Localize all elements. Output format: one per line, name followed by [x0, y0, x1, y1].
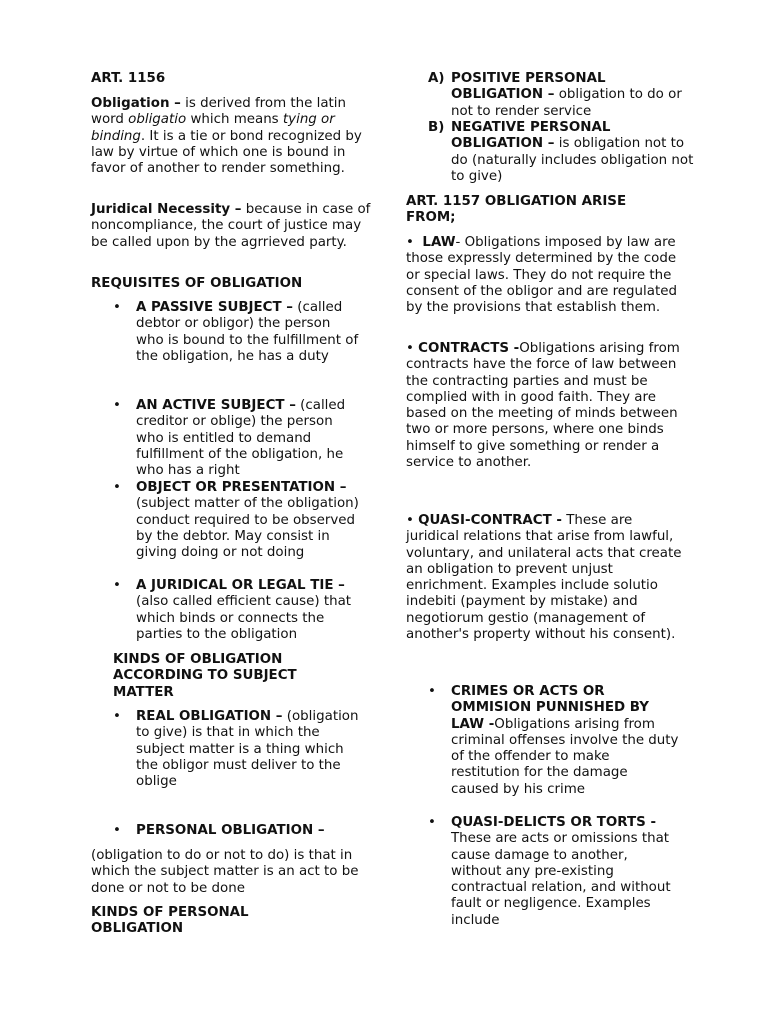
- personal-obligation-term: PERSONAL OBLIGATION –: [136, 823, 325, 838]
- personal-obligation-desc: (obligation to do or not to do) is that in which the subject matter is an act to be done or not to be done: [91, 848, 359, 896]
- obligation-text-2: which means: [186, 112, 283, 128]
- obligation-italic-2: tying or binding: [91, 112, 335, 144]
- bullet-icon: •: [113, 480, 121, 495]
- contracts-desc: Obligations arising from contracts have the force of law between the contracting parties and must be complied with in good faith. They are based on the meeting of minds between two or more persons, where one binds himself to give something or render a service to another.: [406, 341, 680, 471]
- requisite-term: A PASSIVE SUBJECT –: [136, 300, 293, 315]
- juridical-term: Juridical Necessity –: [91, 202, 242, 217]
- bullet-icon: •: [428, 684, 436, 699]
- obligation-text-3: . It is a tie or bond recognized by law by virtue of which one is bound in favor of another to render something.: [91, 128, 362, 177]
- real-obligation-term: REAL OBLIGATION –: [136, 709, 283, 724]
- requisite-text: [136, 480, 362, 561]
- quasi-contract-desc: These are juridical relations that arise from lawful, voluntary, and unilateral acts that create an obligation to prevent unjust enrichment. Examples include solutio indebiti (payment by mistake) and negotiorum gestio (management of another's property without his consent).: [406, 513, 682, 643]
- requisite-term: OBJECT OR PRESENTATION –: [136, 480, 347, 495]
- article-1156-heading: ART. 1156: [91, 71, 166, 86]
- negative-desc: is obligation not to do (naturally includes obligation not to give): [451, 136, 694, 184]
- obligation-italic-1: obligatio: [128, 112, 187, 128]
- quasi-delicts-text: [451, 815, 679, 929]
- list-label: A): [428, 71, 445, 86]
- contracts-term: CONTRACTS -: [418, 341, 520, 356]
- crimes-desc: Obligations arising from criminal offenses involve the duty of the offender to make restitution for the damage caused by his crime: [451, 716, 679, 797]
- crimes-text: [451, 684, 679, 798]
- crimes-term: CRIMES OR ACTS OR OMMISION PUNNISHED BY LAW -: [451, 684, 649, 732]
- requisite-term: A JURIDICAL OR LEGAL TIE –: [136, 578, 345, 593]
- kind-text: [136, 709, 362, 790]
- requisites-heading: REQUISITES OF OBLIGATION: [91, 276, 303, 291]
- requisite-desc: (called debtor or obligor) the person who is bound to the fulfillment of the obligation, he has a duty: [136, 300, 359, 364]
- bullet-icon: •: [113, 709, 121, 724]
- source-quasi-contract: [406, 513, 688, 643]
- bullet-icon: •: [406, 341, 414, 356]
- quasi-delicts-term: QUASI-DELICTS OR TORTS -: [451, 815, 657, 830]
- quasi-delicts-desc: These are acts or omissions that cause damage to another, without any pre-existing contractual relation, and without fault or negligence. Examples include: [451, 831, 671, 928]
- juridical-text: because in case of noncompliance, the court of justice may be called upon by the agrrieved party.: [91, 202, 371, 250]
- requisite-desc: (subject matter of the obligation) conduct required to be observed by the debtor. May consist in giving doing or not doing: [136, 496, 359, 561]
- positive-desc: obligation to do or not to render service: [451, 87, 682, 119]
- juridical-necessity-definition: [91, 202, 373, 251]
- positive-term: POSITIVE PERSONAL OBLIGATION –: [451, 71, 606, 103]
- source-law: [406, 235, 688, 316]
- requisite-term: AN ACTIVE SUBJECT –: [136, 398, 296, 413]
- quasi-contract-term: QUASI-CONTRACT -: [418, 513, 562, 528]
- bullet-icon: •: [113, 300, 121, 315]
- law-desc: - Obligations imposed by law are those expressly determined by the code or special laws. They do not require the consent of the obligor and are regulated by the provisions that establish them.: [406, 235, 677, 316]
- bullet-icon: •: [113, 578, 121, 593]
- obligation-definition: [91, 96, 373, 177]
- requisite-desc: (called creditor or oblige) the person who is entitled to demand fulfillment of the obligation, he who has a right: [136, 398, 346, 479]
- obligation-text-1: is derived from the latin word: [91, 96, 346, 128]
- requisite-text: [136, 578, 362, 643]
- bullet-icon: •: [406, 235, 414, 250]
- negative-obligation-text: [451, 120, 699, 185]
- list-label: B): [428, 120, 445, 135]
- bullet-icon: •: [113, 823, 121, 838]
- bullet-icon: •: [113, 398, 121, 413]
- article-1157-heading: ART. 1157 OBLIGATION ARISE FROM;: [406, 194, 627, 226]
- negative-term: NEGATIVE PERSONAL OBLIGATION –: [451, 120, 611, 152]
- kind-text: [136, 823, 362, 839]
- real-obligation-desc: (obligation to give) is that in which the subject matter is a thing which the obligor must deliver to the oblige: [136, 709, 359, 790]
- requisite-text: [136, 398, 362, 479]
- kinds-subject-matter-heading: KINDS OF OBLIGATION ACCORDING TO SUBJECT MATTER: [113, 652, 297, 700]
- requisite-desc: (also called efficient cause) that which binds or connects the parties to the obligation: [136, 594, 352, 642]
- bullet-icon: •: [406, 513, 414, 528]
- requisite-text: [136, 300, 362, 365]
- positive-obligation-text: [451, 71, 699, 120]
- kinds-personal-heading: KINDS OF PERSONAL OBLIGATION: [91, 905, 249, 937]
- source-contracts: [406, 341, 688, 471]
- law-term: LAW: [422, 235, 456, 250]
- obligation-term: Obligation –: [91, 96, 181, 111]
- bullet-icon: •: [428, 815, 436, 830]
